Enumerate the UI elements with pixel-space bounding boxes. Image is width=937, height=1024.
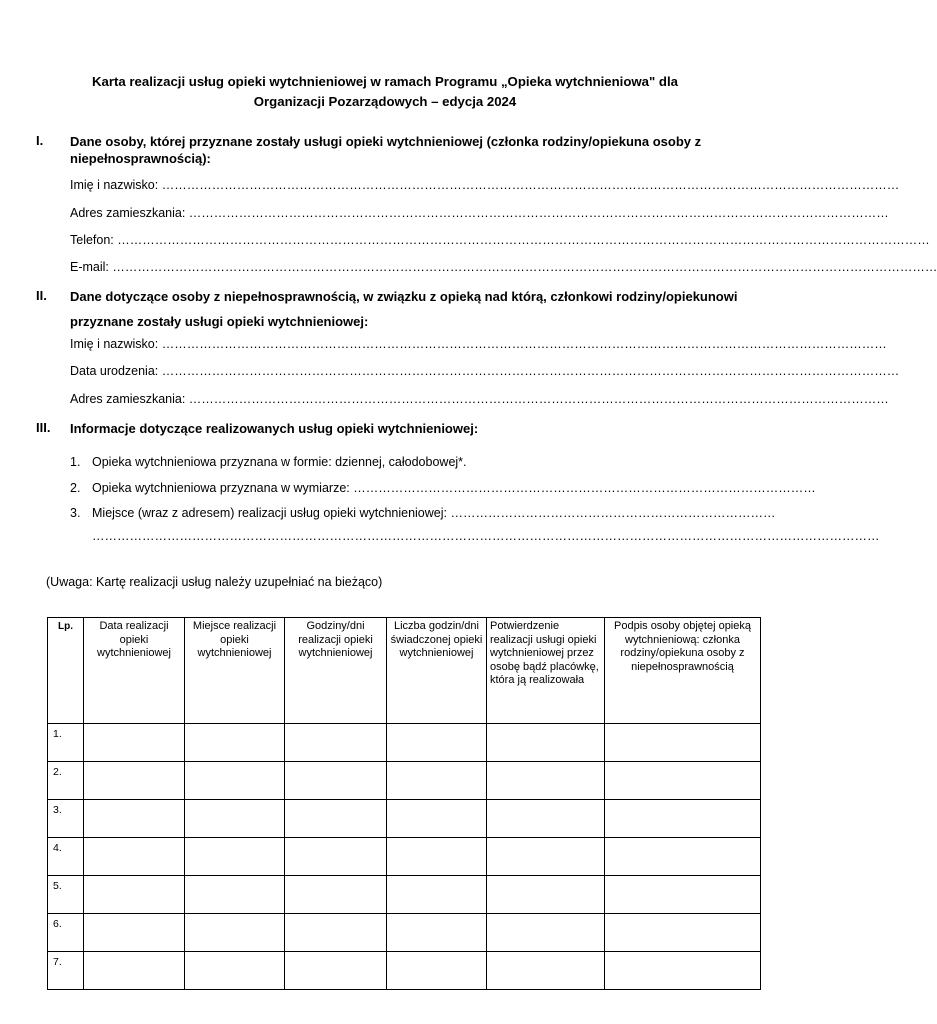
table-cell[interactable] — [285, 876, 387, 914]
care-location-field[interactable]: Miejsce (wraz z adresem) realizacji usług opieki wytchnieniowej: …………………………………………………………………… — [92, 506, 776, 520]
list-item-number: 3. — [70, 506, 81, 520]
table-cell[interactable] — [605, 762, 761, 800]
table-row — [48, 838, 761, 876]
row-number: 1. — [48, 724, 84, 762]
table-cell[interactable] — [285, 762, 387, 800]
section-1-name-field[interactable]: Imię i nazwisko: …………………………………………………………………………………………………………………………………………………………… — [70, 178, 900, 192]
table-cell[interactable] — [185, 724, 285, 762]
table-row — [48, 762, 761, 800]
column-header-count: Liczba godzin/dni świadczonej opieki wytchnieniowej — [387, 618, 487, 724]
table-cell[interactable] — [605, 876, 761, 914]
table-cell[interactable] — [185, 952, 285, 990]
table-cell[interactable] — [84, 762, 185, 800]
table-cell[interactable] — [84, 952, 185, 990]
section-2-number: II. — [36, 288, 47, 303]
row-number: 5. — [48, 876, 84, 914]
table-cell[interactable] — [487, 838, 605, 876]
table-cell[interactable] — [605, 952, 761, 990]
column-header-signature: Podpis osoby objętej opieką wytchnieniową: członka rodziny/opiekuna osoby z niepełnosprawnością — [605, 618, 761, 724]
table-cell[interactable] — [285, 914, 387, 952]
column-header-date: Data realizacji opieki wytchnieniowej — [84, 618, 185, 724]
table-cell[interactable] — [285, 952, 387, 990]
table-cell[interactable] — [387, 762, 487, 800]
row-number: 2. — [48, 762, 84, 800]
column-header-place: Miejsce realizacji opieki wytchnieniowej — [185, 618, 285, 724]
table-cell[interactable] — [285, 838, 387, 876]
table-cell[interactable] — [185, 800, 285, 838]
note-text: (Uwaga: Kartę realizacji usług należy uzupełniać na bieżąco) — [46, 575, 383, 589]
section-1-number: I. — [36, 133, 44, 148]
table-row — [48, 914, 761, 952]
care-form-item: Opieka wytchnieniowa przyznana w formie: dziennej, całodobowej*. — [92, 455, 467, 469]
table-cell[interactable] — [84, 914, 185, 952]
table-cell[interactable] — [487, 762, 605, 800]
table-cell[interactable] — [387, 952, 487, 990]
section-2-birthdate-field[interactable]: Data urodzenia: …………………………………………………………………………………………………………………………………………………………… — [70, 364, 900, 378]
table-cell[interactable] — [605, 800, 761, 838]
row-number: 3. — [48, 800, 84, 838]
section-2-heading-line-2: przyznane zostały usługi opieki wytchnieniowej: — [70, 314, 369, 329]
table-cell[interactable] — [185, 914, 285, 952]
table-cell[interactable] — [84, 800, 185, 838]
care-scope-field[interactable]: Opieka wytchnieniowa przyznana w wymiarze: ………………………………………………………………………………………………… — [92, 481, 816, 495]
table-cell[interactable] — [487, 914, 605, 952]
table-cell[interactable] — [387, 914, 487, 952]
service-record-table — [47, 617, 761, 990]
section-2-name-field[interactable]: Imię i nazwisko: ………………………………………………………………………………………………………………………………………………………… — [70, 337, 887, 351]
section-1-heading: Dane osoby, której przyznane zostały usługi opieki wytchnieniowej (członka rodziny/opiekuna osoby z niepełnosprawnością): — [70, 134, 702, 166]
table-cell[interactable] — [387, 838, 487, 876]
table-cell[interactable] — [487, 952, 605, 990]
table-cell[interactable] — [605, 914, 761, 952]
table-cell[interactable] — [84, 724, 185, 762]
table-row — [48, 724, 761, 762]
column-header-hours-days: Godziny/dni realizacji opieki wytchnieniowej — [285, 618, 387, 724]
table-cell[interactable] — [285, 724, 387, 762]
table-cell[interactable] — [185, 762, 285, 800]
table-cell[interactable] — [185, 876, 285, 914]
row-number: 4. — [48, 838, 84, 876]
title-line-1: Karta realizacji usług opieki wytchnieniowej w ramach Programu „Opieka wytchnieniowa" dla — [92, 74, 678, 89]
column-header-lp: Lp. — [48, 618, 84, 724]
table-cell[interactable] — [605, 838, 761, 876]
care-location-continuation-field[interactable]: ……………………………………………………………………………………………………………………………………………………………………… — [92, 529, 880, 543]
table-cell[interactable] — [387, 800, 487, 838]
table-cell[interactable] — [84, 838, 185, 876]
section-2-address-field[interactable]: Adres zamieszkania: …………………………………………………………………………………………………………………………………………………… — [70, 392, 889, 406]
table-cell[interactable] — [487, 800, 605, 838]
section-1-address-field[interactable]: Adres zamieszkania: …………………………………………………………………………………………………………………………………………………… — [70, 206, 889, 220]
row-number: 6. — [48, 914, 84, 952]
table-row — [48, 952, 761, 990]
table-cell[interactable] — [487, 724, 605, 762]
row-number: 7. — [48, 952, 84, 990]
table-cell[interactable] — [387, 724, 487, 762]
list-item-number: 2. — [70, 481, 81, 495]
list-item-number: 1. — [70, 455, 81, 469]
table-cell[interactable] — [84, 876, 185, 914]
section-1-email-field[interactable]: E-mail: ……………………………………………………………………………………………………………………………………………………………………………… — [70, 260, 937, 274]
table-cell[interactable] — [387, 876, 487, 914]
table-header-row — [48, 618, 761, 724]
table-cell[interactable] — [605, 724, 761, 762]
table-cell[interactable] — [487, 876, 605, 914]
section-3-number: III. — [36, 420, 51, 435]
section-1-phone-field[interactable]: Telefon: …………………………………………………………………………………………………………………………………………………………………………… — [70, 233, 930, 247]
document-title — [40, 72, 730, 112]
table-cell[interactable] — [185, 838, 285, 876]
table-cell[interactable] — [285, 800, 387, 838]
table-row — [48, 800, 761, 838]
section-2-heading-line-1: Dane dotyczące osoby z niepełnosprawnością, w związku z opieką nad którą, członkowi rodziny/opiekunowi — [70, 289, 738, 304]
section-3-heading: Informacje dotyczące realizowanych usług opieki wytchnieniowej: — [70, 421, 479, 436]
column-header-confirmation: Potwierdzenie realizacji usługi opieki wytchnieniowej przez osobę bądź placówkę, która ją realizowała — [487, 618, 605, 724]
title-line-2: Organizacji Pozarządowych – edycja 2024 — [253, 94, 517, 109]
table-row — [48, 876, 761, 914]
